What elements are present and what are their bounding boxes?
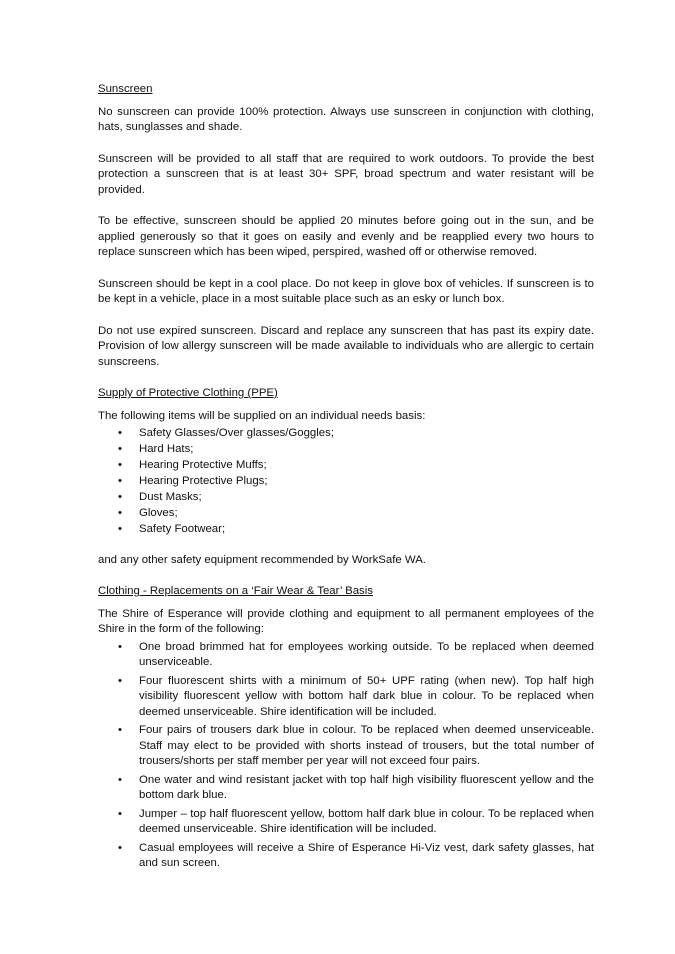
list-item: • Casual employees will receive a Shire of Esperance Hi-Viz vest, dark safety glasses, hat and sun screen. bbox=[98, 841, 594, 872]
ppe-list bbox=[98, 426, 594, 538]
list-item: • Four pairs of trousers dark blue in colour. To be replaced when deemed unserviceable. Staff may elect to be provided with shorts instead of trousers, but the total number of trousers/shorts per staff member per year will not exceed four pairs. bbox=[98, 723, 594, 770]
document-page bbox=[98, 82, 594, 887]
sunscreen-paragraph: Sunscreen will be provided to all staff that are required to work outdoors. To provide the best protection a sunscreen that is at least 30+ SPF, broad spectrum and water resistant will be provided. bbox=[98, 152, 594, 196]
sunscreen-heading: Sunscreen bbox=[98, 83, 153, 95]
list-item: • One broad brimmed hat for employees working outside. To be replaced when deemed unserviceable. bbox=[98, 640, 594, 671]
clothing-section bbox=[98, 584, 594, 872]
list-item: • Safety Glasses/Over glasses/Goggles; bbox=[98, 426, 594, 442]
list-item: • Hard Hats; bbox=[98, 442, 594, 458]
list-item: • Dust Masks; bbox=[98, 490, 594, 506]
list-item: • Safety Footwear; bbox=[98, 522, 594, 538]
list-item: • Gloves; bbox=[98, 506, 594, 522]
clothing-intro: The Shire of Esperance will provide clothing and equipment to all permanent employees of the Shire in the form of the following: bbox=[98, 607, 594, 635]
clothing-list bbox=[98, 640, 594, 872]
list-item: • Hearing Protective Plugs; bbox=[98, 474, 594, 490]
list-item: • Four fluorescent shirts with a minimum of 50+ UPF rating (when new). Top half high visibility fluorescent yellow with bottom half dark blue in colour. To be replaced when deemed unserviceable. Shire identification will be included. bbox=[98, 674, 594, 721]
list-item: • Hearing Protective Muffs; bbox=[98, 458, 594, 474]
list-item: • One water and wind resistant jacket with top half high visibility fluorescent yellow and the bottom dark blue. bbox=[98, 773, 594, 804]
sunscreen-paragraph: Do not use expired sunscreen. Discard and replace any sunscreen that has past its expiry date. Provision of low allergy sunscreen will be made available to individuals who are allergic to certain sunscreens. bbox=[98, 324, 594, 368]
sunscreen-paragraph: Sunscreen should be kept in a cool place. Do not keep in glove box of vehicles. If sunscreen is to be kept in a vehicle, place in a most suitable place such as an esky or lunch box. bbox=[98, 277, 594, 305]
sunscreen-section bbox=[98, 82, 594, 370]
clothing-heading: Clothing - Replacements on a ‘Fair Wear & Tear’ Basis bbox=[98, 585, 373, 597]
ppe-intro: The following items will be supplied on an individual needs basis: bbox=[98, 409, 426, 422]
ppe-heading: Supply of Protective Clothing (PPE) bbox=[98, 387, 278, 399]
sunscreen-paragraph: No sunscreen can provide 100% protection. Always use sunscreen in conjunction with clothing, hats, sunglasses and shade. bbox=[98, 105, 594, 133]
ppe-section bbox=[98, 386, 594, 568]
ppe-outro: and any other safety equipment recommended by WorkSafe WA. bbox=[98, 553, 426, 566]
sunscreen-paragraph: To be effective, sunscreen should be applied 20 minutes before going out in the sun, and be applied generously so that it goes on easily and evenly and be reapplied every two hours to replace sunscreen which has been wiped, perspired, washed off or otherwise removed. bbox=[98, 215, 594, 258]
list-item: • Jumper – top half fluorescent yellow, bottom half dark blue in colour. To be replaced when deemed unserviceable. Shire identification will be included. bbox=[98, 807, 594, 838]
